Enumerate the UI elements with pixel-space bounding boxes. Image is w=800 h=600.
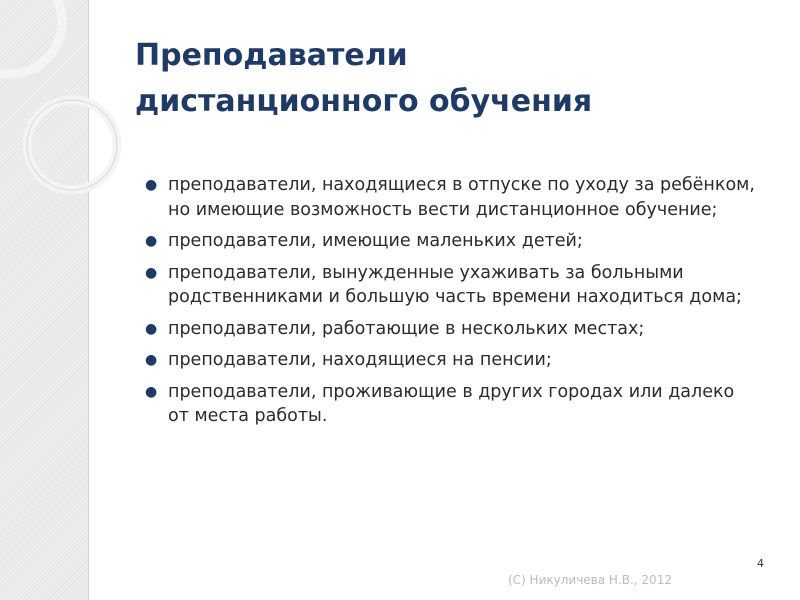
page-number: 4 <box>757 557 764 570</box>
bullet-text: преподаватели, находящиеся в отпуске по уходу за ребёнком, но имеющие возможность вести дистанционное обучение; <box>168 175 755 220</box>
bullet-icon: ● <box>145 383 158 400</box>
list-item <box>145 380 755 429</box>
bullet-text: преподаватели, находящиеся на пенсии; <box>168 350 552 370</box>
list-item <box>145 261 755 310</box>
list-item <box>145 173 755 222</box>
bullet-list <box>145 173 755 436</box>
slide-title <box>135 33 755 125</box>
bullet-icon: ● <box>145 352 158 368</box>
bullet-text: преподаватели, имеющие маленьких детей; <box>168 231 583 251</box>
title-line-1: Преподаватели <box>135 38 408 73</box>
list-item <box>145 229 755 254</box>
list-item <box>145 317 755 342</box>
top-ring <box>0 0 62 74</box>
title-line-2: дистанционного обучения <box>135 84 593 119</box>
bullet-text: преподаватели, проживающие в других городах или далеко от места работы. <box>168 381 735 426</box>
footer-credit: (С) Никуличева Н.В., 2012 <box>508 573 672 587</box>
bullet-text: преподаватели, работающие в нескольких местах; <box>168 318 645 339</box>
middle-ring-inner <box>27 100 117 190</box>
bullet-icon: ● <box>145 264 158 281</box>
bullet-icon: ● <box>145 320 158 337</box>
bullet-icon: ● <box>145 177 158 193</box>
decorative-rings <box>0 0 110 220</box>
bullet-icon: ● <box>145 233 158 249</box>
bullet-text: преподаватели, вынужденные ухаживать за больными родственниками и большую часть времени находиться дома; <box>168 262 742 307</box>
list-item <box>145 348 755 373</box>
